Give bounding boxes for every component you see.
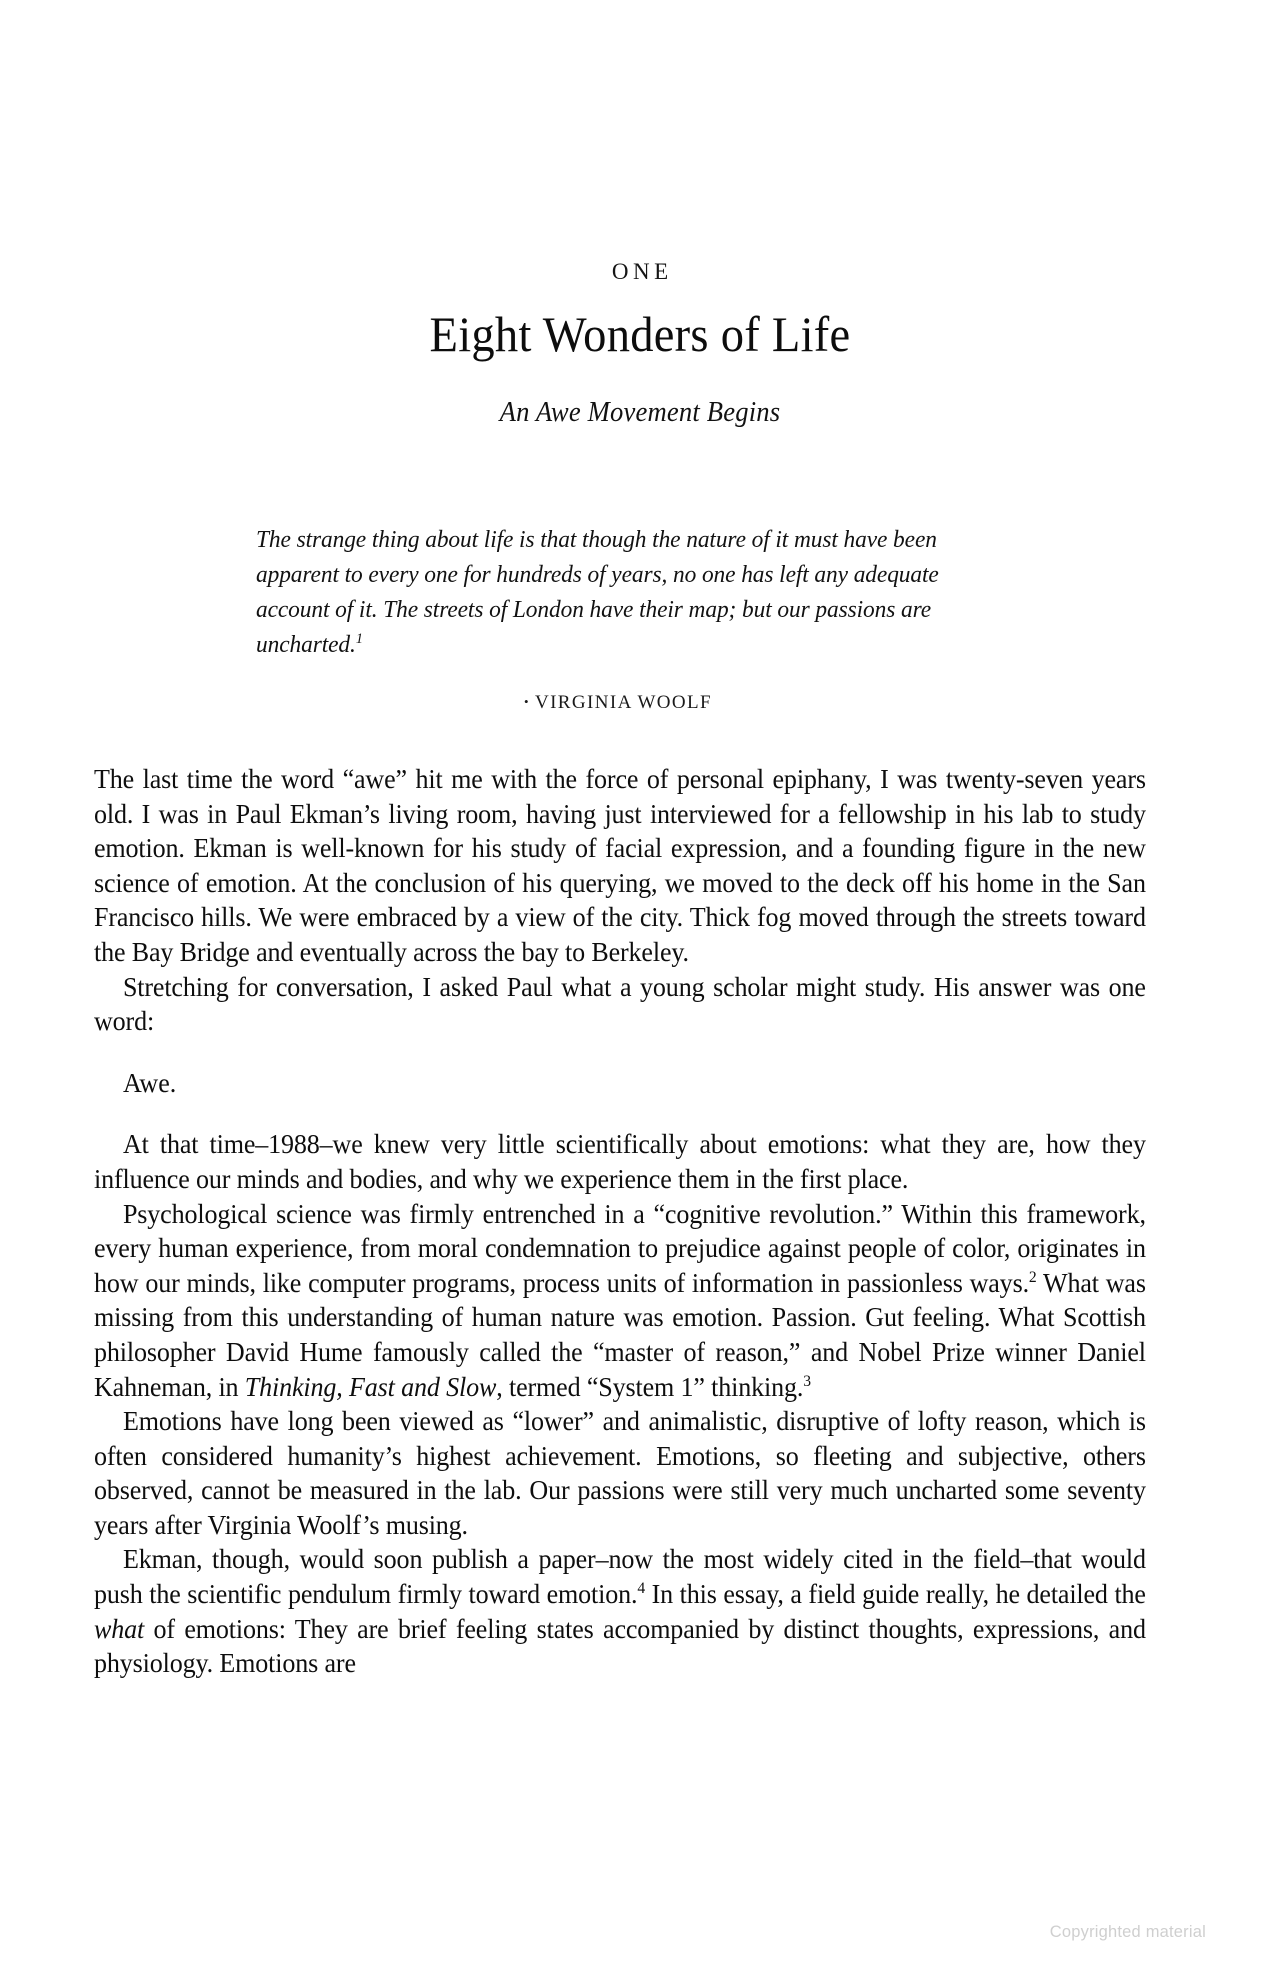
epigraph-author-name: VIRGINIA WOOLF xyxy=(534,692,712,713)
body-paragraph-4 xyxy=(94,1197,1146,1405)
epigraph-line-4: passions are uncharted. xyxy=(256,596,932,658)
epigraph-line-1: The strange thing about life is that though the nature of it must have xyxy=(256,526,888,553)
chapter-subtitle: An Awe Movement Begins xyxy=(499,396,781,428)
bullet-icon: • xyxy=(524,694,530,709)
chapter-title: Eight Wonders of Life xyxy=(429,305,851,362)
body-paragraph-6 xyxy=(94,1542,1146,1680)
body-paragraph-3: At that time–1988–we knew very little scientifically about emotions: what they are, how they influence our minds and bodies, and why we experience them in the first place. xyxy=(94,1129,1146,1194)
epigraph-line-3: adequate account of it. The streets of London have their map; but our xyxy=(256,561,939,623)
body-text-column xyxy=(94,762,1184,1681)
epigraph-block xyxy=(256,522,1016,714)
body-standalone-line: Awe. xyxy=(122,1067,177,1098)
body-paragraph-2: Stretching for conversation, I asked Paul what a young scholar might study. His answer was one word: xyxy=(94,971,1146,1037)
epigraph-line-2: been apparent to every one for hundreds of years, no one has left any xyxy=(256,526,937,588)
body-paragraph-4-part-c: , termed “System 1” thinking. xyxy=(496,1371,804,1402)
body-paragraph-1: The last time the word “awe” hit me with the force of personal epiphany, I was twenty-seven years old. I was in Paul Ekman’s living room, having just interviewed for a fellowship in his lab to study emotion. Ekman is well-known for his study of facial expression, and a founding figure in the new science of emotion. At the conclusion of his querying, we moved to the deck off his home in the San Francisco hills. We were embraced by a view of the city. Thick fog moved through the streets toward the Bay Bridge and eventually across the bay to Berkeley. xyxy=(94,764,1146,967)
epigraph-quote xyxy=(256,522,982,662)
epigraph-footnote-marker: 1 xyxy=(355,629,363,647)
chapter-heading-block xyxy=(0,258,1280,429)
body-paragraph-6-part-a: Ekman, though, would soon publish a paper–now the most widely cited in the field–that would push the scientific pendulum firmly toward emotion. xyxy=(94,1544,1146,1610)
body-paragraph-6-part-b: In this essay, a field guide really, he detailed the xyxy=(645,1579,1146,1610)
chapter-number-label: ONE xyxy=(611,259,673,284)
epigraph-attribution xyxy=(256,692,1016,714)
body-paragraph-4-part-b: What was missing from this understanding of human nature was emotion. Passion. Gut feeling. What Scottish philosopher David Hume famously called the “master of reason,” and Nobel Prize winner Daniel Kahneman, in xyxy=(94,1267,1146,1402)
body-paragraph-6-part-c: of emotions: They are brief feeling states accompanied by distinct thoughts, expressions, and physiology. Emotions are xyxy=(94,1613,1146,1679)
body-footnote-marker-3: 3 xyxy=(803,1371,811,1390)
emphasis-italic-what: what xyxy=(94,1613,145,1644)
body-footnote-marker-4: 4 xyxy=(637,1579,646,1598)
copyright-watermark: Copyrighted material xyxy=(1049,1923,1206,1941)
body-paragraph-4-part-a: Psychological science was firmly entrenched in a “cognitive revolution.” Within this framework, every human experience, from moral condemnation to prejudice against people of color, originates in how our minds, like computer programs, process units of information in passionless ways. xyxy=(94,1198,1146,1298)
body-footnote-marker-2: 2 xyxy=(1028,1267,1037,1286)
body-paragraph-5: Emotions have long been viewed as “lower” and animalistic, disruptive of lofty reason, which is often considered humanity’s highest achievement. Emotions, so fleeting and subjective, others observed, cannot be measured in the lab. Our passions were still very much uncharted some seventy years after Virginia Woolf’s musing. xyxy=(94,1406,1146,1540)
book-title-italic: Thinking, Fast and Slow xyxy=(244,1371,497,1402)
